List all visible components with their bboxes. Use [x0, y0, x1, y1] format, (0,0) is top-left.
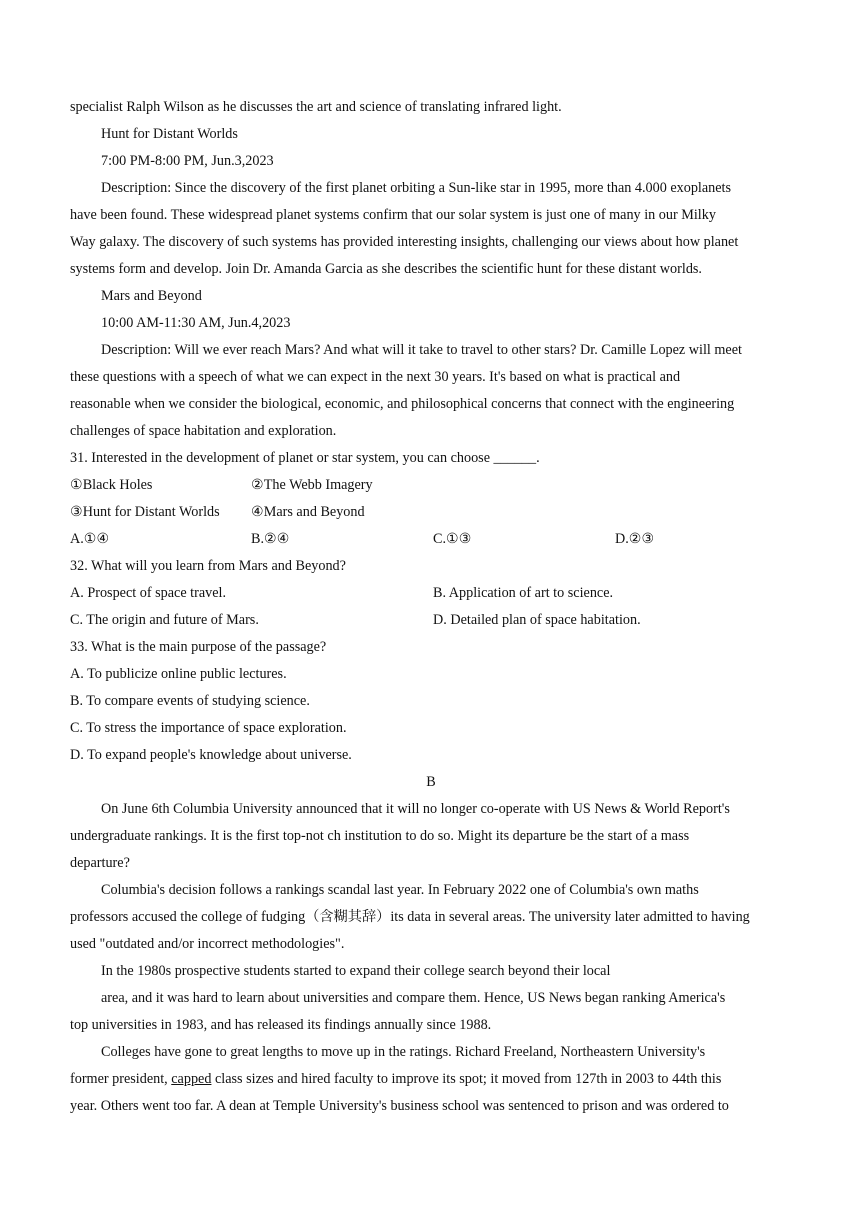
passage-line: undergraduate rankings. It is the first top-not ch institution to do so. Might its departure be the start of a mass [70, 828, 690, 844]
event-desc-line: reasonable when we consider the biological, economic, and philosophical concerns that connect with the engineering [70, 396, 735, 412]
passage-line: used "outdated and/or incorrect methodologies". [70, 936, 345, 952]
answer-option-b: B. To compare events of studying science. [70, 693, 310, 709]
underlined-word-capped: capped [171, 1071, 212, 1087]
event-desc-line: Way galaxy. The discovery of such systems has provided interesting insights, challenging our views about how planet [70, 234, 739, 250]
event-title-hunt: Hunt for Distant Worlds [101, 126, 238, 142]
choice-item: ④Mars and Beyond [251, 504, 365, 520]
passage-line: On June 6th Columbia University announced that it will no longer co-operate with US News & World Report's [101, 801, 730, 817]
passage-line: Columbia's decision follows a rankings scandal last year. In February 2022 one of Columbia's own maths [101, 882, 699, 898]
answer-option-b: B.②④ [251, 531, 290, 547]
event-desc-line: challenges of space habitation and exploration. [70, 423, 337, 439]
question-31-items-row [70, 499, 792, 526]
question-31-options-row [70, 526, 792, 553]
choice-item: ②The Webb Imagery [251, 477, 373, 493]
question-32-options-row [70, 580, 792, 607]
answer-option-d: D. To expand people's knowledge about universe. [70, 747, 352, 763]
document-page [70, 94, 792, 1120]
intro-tail-line: specialist Ralph Wilson as he discusses the art and science of translating infrared light. [70, 99, 562, 115]
event-desc-line: Description: Will we ever reach Mars? And what will it take to travel to other stars? Dr. Camille Lopez will meet [101, 342, 742, 358]
answer-option-c: C. The origin and future of Mars. [70, 612, 259, 628]
answer-option-a: A. Prospect of space travel. [70, 585, 227, 601]
event-time-mars: 10:00 AM-11:30 AM, Jun.4,2023 [101, 315, 291, 331]
section-b-heading: B [426, 774, 436, 790]
passage-line: Colleges have gone to great lengths to move up in the ratings. Richard Freeland, Northeastern University's [101, 1044, 706, 1060]
answer-option-a: A. To publicize online public lectures. [70, 666, 287, 682]
choice-item: ③Hunt for Distant Worlds [70, 504, 220, 520]
answer-option-d: D.②③ [615, 531, 655, 547]
passage-text: class sizes and hired faculty to improve its spot; it moved from 127th in 2003 to 44th this [211, 1071, 722, 1087]
passage-line: year. Others went too far. A dean at Temple University's business school was sentenced to prison and was ordered to [70, 1098, 729, 1114]
choice-item: ①Black Holes [70, 477, 153, 493]
question-33-stem: 33. What is the main purpose of the passage? [70, 639, 327, 655]
question-32-options-row [70, 607, 792, 634]
passage-line: professors accused the college of fudging（含糊其辞）its data in several areas. The university later admitted to having [70, 909, 750, 925]
event-title-mars: Mars and Beyond [101, 288, 202, 304]
question-31-items-row [70, 472, 792, 499]
event-desc-line: these questions with a speech of what we can expect in the next 30 years. It's based on what is practical and [70, 369, 681, 385]
passage-line: top universities in 1983, and has released its findings annually since 1988. [70, 1017, 492, 1033]
answer-option-a: A.①④ [70, 531, 110, 547]
event-desc-line: have been found. These widespread planet systems confirm that our solar system is just one of many in our Milky [70, 207, 716, 223]
passage-text: former president, [70, 1071, 172, 1087]
passage-line: In the 1980s prospective students started to expand their college search beyond their local [101, 963, 611, 979]
question-31-stem: 31. Interested in the development of planet or star system, you can choose ______. [70, 450, 540, 466]
question-32-stem: 32. What will you learn from Mars and Beyond? [70, 558, 346, 574]
event-desc-line: systems form and develop. Join Dr. Amanda Garcia as she describes the scientific hunt for these distant worlds. [70, 261, 702, 277]
passage-line: area, and it was hard to learn about universities and compare them. Hence, US News began ranking America's [101, 990, 726, 1006]
answer-option-c: C. To stress the importance of space exploration. [70, 720, 347, 736]
passage-line [70, 1066, 792, 1093]
answer-option-d: D. Detailed plan of space habitation. [433, 612, 641, 628]
event-desc-line: Description: Since the discovery of the first planet orbiting a Sun-like star in 1995, more than 4.000 exoplanets [101, 180, 732, 196]
answer-option-b: B. Application of art to science. [433, 585, 614, 601]
event-time-hunt: 7:00 PM-8:00 PM, Jun.3,2023 [101, 153, 274, 169]
passage-line: departure? [70, 855, 130, 871]
answer-option-c: C.①③ [433, 531, 472, 547]
